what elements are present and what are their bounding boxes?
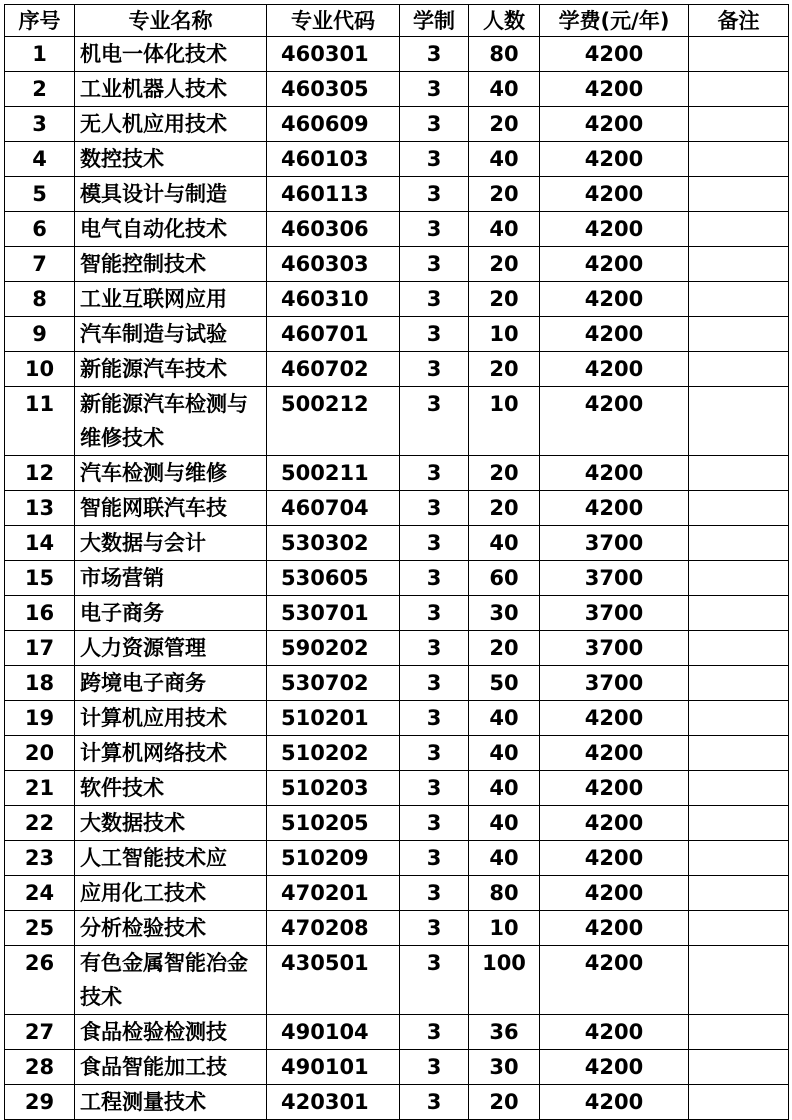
remarks-cell xyxy=(689,247,789,282)
major-name-cell: 跨境电子商务 xyxy=(75,666,267,701)
enrollment-count-cell: 30 xyxy=(469,596,540,631)
study-years-cell: 3 xyxy=(400,596,469,631)
major-code-cell: 500211 xyxy=(267,456,400,491)
remarks-cell xyxy=(689,701,789,736)
tuition-cell: 4200 xyxy=(540,317,689,352)
enrollment-count-cell: 20 xyxy=(469,631,540,666)
enrollment-count-cell: 20 xyxy=(469,282,540,317)
major-name-cell: 人力资源管理 xyxy=(75,631,267,666)
major-name-cell: 新能源汽车技术 xyxy=(75,352,267,387)
enrollment-count-cell: 80 xyxy=(469,37,540,72)
major-name-cell: 汽车制造与试验 xyxy=(75,317,267,352)
serial-number-cell: 2 xyxy=(5,72,75,107)
study-years-cell: 3 xyxy=(400,631,469,666)
enrollment-count-cell: 10 xyxy=(469,387,540,456)
study-years-cell: 3 xyxy=(400,352,469,387)
major-name-cell: 汽车检测与维修 xyxy=(75,456,267,491)
major-code-cell: 490104 xyxy=(267,1015,400,1050)
remarks-cell xyxy=(689,631,789,666)
major-name-cell: 工业互联网应用 xyxy=(75,282,267,317)
table-row xyxy=(5,212,789,247)
major-name-cell: 有色金属智能冶金技术 xyxy=(75,946,267,1015)
study-years-cell: 3 xyxy=(400,456,469,491)
major-name-cell: 新能源汽车检测与维修技术 xyxy=(75,387,267,456)
tuition-cell: 4200 xyxy=(540,37,689,72)
remarks-cell xyxy=(689,946,789,1015)
remarks-cell xyxy=(689,456,789,491)
serial-number-cell: 8 xyxy=(5,282,75,317)
table-row xyxy=(5,352,789,387)
serial-number-cell: 9 xyxy=(5,317,75,352)
major-code-cell: 490101 xyxy=(267,1050,400,1085)
tuition-cell: 3700 xyxy=(540,631,689,666)
remarks-cell xyxy=(689,491,789,526)
remarks-cell xyxy=(689,212,789,247)
serial-number-cell: 1 xyxy=(5,37,75,72)
tuition-cell: 3700 xyxy=(540,526,689,561)
study-years-cell: 3 xyxy=(400,701,469,736)
table-row xyxy=(5,107,789,142)
study-years-cell: 3 xyxy=(400,666,469,701)
table-row xyxy=(5,701,789,736)
remarks-cell xyxy=(689,911,789,946)
enrollment-count-cell: 50 xyxy=(469,666,540,701)
serial-number-cell: 17 xyxy=(5,631,75,666)
enrollment-count-cell: 36 xyxy=(469,1015,540,1050)
major-code-cell: 420301 xyxy=(267,1085,400,1120)
major-name-cell: 分析检验技术 xyxy=(75,911,267,946)
study-years-cell: 3 xyxy=(400,526,469,561)
tuition-cell: 4200 xyxy=(540,491,689,526)
tuition-cell: 4200 xyxy=(540,1015,689,1050)
major-name-cell: 机电一体化技术 xyxy=(75,37,267,72)
major-code-cell: 460702 xyxy=(267,352,400,387)
study-years-cell: 3 xyxy=(400,317,469,352)
tuition-cell: 4200 xyxy=(540,387,689,456)
table-row xyxy=(5,596,789,631)
major-code-cell: 460301 xyxy=(267,37,400,72)
enrollment-count-cell: 10 xyxy=(469,317,540,352)
table-body xyxy=(5,37,789,1120)
major-code-cell: 460704 xyxy=(267,491,400,526)
major-name-cell: 电子商务 xyxy=(75,596,267,631)
tuition-cell: 4200 xyxy=(540,1050,689,1085)
header-major-code: 专业代码 xyxy=(267,5,400,37)
major-name-cell: 计算机网络技术 xyxy=(75,736,267,771)
major-code-cell: 460609 xyxy=(267,107,400,142)
study-years-cell: 3 xyxy=(400,491,469,526)
serial-number-cell: 20 xyxy=(5,736,75,771)
enrollment-count-cell: 40 xyxy=(469,701,540,736)
major-code-cell: 460701 xyxy=(267,317,400,352)
enrollment-sheet xyxy=(4,4,788,1120)
header-major-name: 专业名称 xyxy=(75,5,267,37)
study-years-cell: 3 xyxy=(400,72,469,107)
study-years-cell: 3 xyxy=(400,282,469,317)
table-row xyxy=(5,491,789,526)
major-code-cell: 530702 xyxy=(267,666,400,701)
serial-number-cell: 3 xyxy=(5,107,75,142)
header-remarks: 备注 xyxy=(689,5,789,37)
study-years-cell: 3 xyxy=(400,946,469,1015)
major-code-cell: 510209 xyxy=(267,841,400,876)
study-years-cell: 3 xyxy=(400,37,469,72)
remarks-cell xyxy=(689,806,789,841)
remarks-cell xyxy=(689,841,789,876)
serial-number-cell: 11 xyxy=(5,387,75,456)
major-name-cell: 食品检验检测技 xyxy=(75,1015,267,1050)
table-row xyxy=(5,561,789,596)
tuition-cell: 4200 xyxy=(540,806,689,841)
tuition-cell: 4200 xyxy=(540,107,689,142)
serial-number-cell: 29 xyxy=(5,1085,75,1120)
study-years-cell: 3 xyxy=(400,1015,469,1050)
tuition-cell: 3700 xyxy=(540,666,689,701)
serial-number-cell: 25 xyxy=(5,911,75,946)
study-years-cell: 3 xyxy=(400,561,469,596)
remarks-cell xyxy=(689,282,789,317)
table-row xyxy=(5,282,789,317)
major-code-cell: 430501 xyxy=(267,946,400,1015)
tuition-cell: 4200 xyxy=(540,841,689,876)
tuition-cell: 3700 xyxy=(540,596,689,631)
table-row xyxy=(5,666,789,701)
study-years-cell: 3 xyxy=(400,107,469,142)
enrollment-count-cell: 40 xyxy=(469,142,540,177)
remarks-cell xyxy=(689,1015,789,1050)
remarks-cell xyxy=(689,771,789,806)
table-row xyxy=(5,247,789,282)
major-name-cell: 智能控制技术 xyxy=(75,247,267,282)
table-row xyxy=(5,946,789,1015)
study-years-cell: 3 xyxy=(400,771,469,806)
serial-number-cell: 26 xyxy=(5,946,75,1015)
tuition-cell: 3700 xyxy=(540,561,689,596)
remarks-cell xyxy=(689,561,789,596)
table-row xyxy=(5,806,789,841)
major-code-cell: 530302 xyxy=(267,526,400,561)
major-name-cell: 智能网联汽车技 xyxy=(75,491,267,526)
study-years-cell: 3 xyxy=(400,142,469,177)
major-name-cell: 大数据与会计 xyxy=(75,526,267,561)
tuition-cell: 4200 xyxy=(540,736,689,771)
remarks-cell xyxy=(689,72,789,107)
tuition-cell: 4200 xyxy=(540,247,689,282)
major-name-cell: 数控技术 xyxy=(75,142,267,177)
enrollment-count-cell: 20 xyxy=(469,177,540,212)
enrollment-count-cell: 20 xyxy=(469,456,540,491)
serial-number-cell: 16 xyxy=(5,596,75,631)
enrollment-count-cell: 20 xyxy=(469,1085,540,1120)
table-row xyxy=(5,177,789,212)
header-tuition: 学费(元/年) xyxy=(540,5,689,37)
tuition-cell: 4200 xyxy=(540,177,689,212)
remarks-cell xyxy=(689,736,789,771)
major-code-cell: 500212 xyxy=(267,387,400,456)
table-row xyxy=(5,841,789,876)
tuition-cell: 4200 xyxy=(540,212,689,247)
enrollment-count-cell: 40 xyxy=(469,72,540,107)
major-code-cell: 460306 xyxy=(267,212,400,247)
major-code-cell: 510201 xyxy=(267,701,400,736)
remarks-cell xyxy=(689,526,789,561)
enrollment-count-cell: 40 xyxy=(469,736,540,771)
study-years-cell: 3 xyxy=(400,387,469,456)
enrollment-count-cell: 40 xyxy=(469,526,540,561)
table-row xyxy=(5,72,789,107)
major-name-cell: 计算机应用技术 xyxy=(75,701,267,736)
remarks-cell xyxy=(689,387,789,456)
remarks-cell xyxy=(689,142,789,177)
tuition-cell: 4200 xyxy=(540,946,689,1015)
study-years-cell: 3 xyxy=(400,212,469,247)
major-code-cell: 510205 xyxy=(267,806,400,841)
remarks-cell xyxy=(689,666,789,701)
serial-number-cell: 15 xyxy=(5,561,75,596)
major-code-cell: 530605 xyxy=(267,561,400,596)
table-row xyxy=(5,911,789,946)
remarks-cell xyxy=(689,317,789,352)
tuition-cell: 4200 xyxy=(540,72,689,107)
serial-number-cell: 22 xyxy=(5,806,75,841)
table-row xyxy=(5,456,789,491)
major-code-cell: 460303 xyxy=(267,247,400,282)
remarks-cell xyxy=(689,596,789,631)
serial-number-cell: 7 xyxy=(5,247,75,282)
study-years-cell: 3 xyxy=(400,806,469,841)
serial-number-cell: 13 xyxy=(5,491,75,526)
table-row xyxy=(5,876,789,911)
serial-number-cell: 27 xyxy=(5,1015,75,1050)
serial-number-cell: 21 xyxy=(5,771,75,806)
serial-number-cell: 10 xyxy=(5,352,75,387)
enrollment-count-cell: 100 xyxy=(469,946,540,1015)
tuition-cell: 4200 xyxy=(540,142,689,177)
major-name-cell: 模具设计与制造 xyxy=(75,177,267,212)
enrollment-count-cell: 30 xyxy=(469,1050,540,1085)
serial-number-cell: 14 xyxy=(5,526,75,561)
enrollment-count-cell: 40 xyxy=(469,841,540,876)
study-years-cell: 3 xyxy=(400,736,469,771)
table-row xyxy=(5,142,789,177)
tuition-cell: 4200 xyxy=(540,456,689,491)
remarks-cell xyxy=(689,1085,789,1120)
enrollment-count-cell: 20 xyxy=(469,491,540,526)
major-name-cell: 工业机器人技术 xyxy=(75,72,267,107)
remarks-cell xyxy=(689,1050,789,1085)
enrollment-count-cell: 20 xyxy=(469,247,540,282)
major-name-cell: 市场营销 xyxy=(75,561,267,596)
remarks-cell xyxy=(689,876,789,911)
majors-table xyxy=(4,4,789,1120)
serial-number-cell: 24 xyxy=(5,876,75,911)
enrollment-count-cell: 10 xyxy=(469,911,540,946)
study-years-cell: 3 xyxy=(400,1085,469,1120)
table-row xyxy=(5,631,789,666)
enrollment-count-cell: 40 xyxy=(469,212,540,247)
serial-number-cell: 5 xyxy=(5,177,75,212)
major-code-cell: 460305 xyxy=(267,72,400,107)
major-code-cell: 460113 xyxy=(267,177,400,212)
serial-number-cell: 23 xyxy=(5,841,75,876)
major-name-cell: 无人机应用技术 xyxy=(75,107,267,142)
header-study-years: 学制 xyxy=(400,5,469,37)
major-name-cell: 电气自动化技术 xyxy=(75,212,267,247)
tuition-cell: 4200 xyxy=(540,701,689,736)
tuition-cell: 4200 xyxy=(540,352,689,387)
study-years-cell: 3 xyxy=(400,911,469,946)
table-row xyxy=(5,387,789,456)
enrollment-count-cell: 20 xyxy=(469,107,540,142)
enrollment-count-cell: 40 xyxy=(469,806,540,841)
study-years-cell: 3 xyxy=(400,876,469,911)
major-code-cell: 510203 xyxy=(267,771,400,806)
study-years-cell: 3 xyxy=(400,247,469,282)
study-years-cell: 3 xyxy=(400,177,469,212)
remarks-cell xyxy=(689,107,789,142)
table-row xyxy=(5,736,789,771)
table-row xyxy=(5,526,789,561)
serial-number-cell: 18 xyxy=(5,666,75,701)
table-row xyxy=(5,1050,789,1085)
tuition-cell: 4200 xyxy=(540,1085,689,1120)
major-code-cell: 590202 xyxy=(267,631,400,666)
major-code-cell: 510202 xyxy=(267,736,400,771)
serial-number-cell: 12 xyxy=(5,456,75,491)
tuition-cell: 4200 xyxy=(540,876,689,911)
enrollment-count-cell: 20 xyxy=(469,352,540,387)
table-row xyxy=(5,1015,789,1050)
tuition-cell: 4200 xyxy=(540,282,689,317)
major-code-cell: 460310 xyxy=(267,282,400,317)
serial-number-cell: 4 xyxy=(5,142,75,177)
major-name-cell: 应用化工技术 xyxy=(75,876,267,911)
tuition-cell: 4200 xyxy=(540,911,689,946)
remarks-cell xyxy=(689,177,789,212)
major-name-cell: 食品智能加工技 xyxy=(75,1050,267,1085)
enrollment-count-cell: 60 xyxy=(469,561,540,596)
header-serial-number: 序号 xyxy=(5,5,75,37)
table-row xyxy=(5,317,789,352)
serial-number-cell: 6 xyxy=(5,212,75,247)
major-code-cell: 530701 xyxy=(267,596,400,631)
enrollment-count-cell: 40 xyxy=(469,771,540,806)
major-code-cell: 470201 xyxy=(267,876,400,911)
header-enrollment-count: 人数 xyxy=(469,5,540,37)
serial-number-cell: 28 xyxy=(5,1050,75,1085)
major-code-cell: 460103 xyxy=(267,142,400,177)
table-row xyxy=(5,37,789,72)
study-years-cell: 3 xyxy=(400,841,469,876)
table-row xyxy=(5,1085,789,1120)
serial-number-cell: 19 xyxy=(5,701,75,736)
study-years-cell: 3 xyxy=(400,1050,469,1085)
tuition-cell: 4200 xyxy=(540,771,689,806)
remarks-cell xyxy=(689,352,789,387)
table-header-row xyxy=(5,5,789,37)
major-name-cell: 工程测量技术 xyxy=(75,1085,267,1120)
major-name-cell: 大数据技术 xyxy=(75,806,267,841)
enrollment-count-cell: 80 xyxy=(469,876,540,911)
major-name-cell: 软件技术 xyxy=(75,771,267,806)
major-name-cell: 人工智能技术应 xyxy=(75,841,267,876)
major-code-cell: 470208 xyxy=(267,911,400,946)
table-row xyxy=(5,771,789,806)
remarks-cell xyxy=(689,37,789,72)
